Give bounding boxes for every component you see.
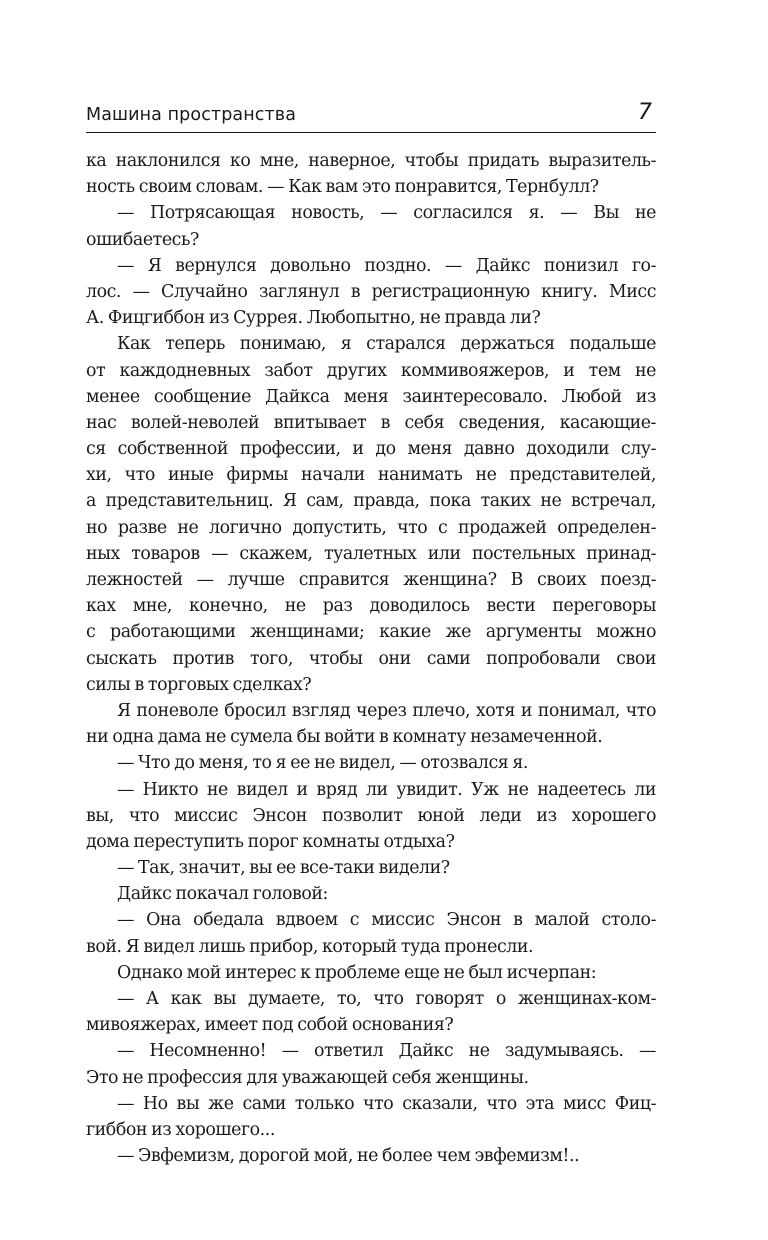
book-title: Машина пространства: [86, 105, 297, 125]
text-line: вой. Я видел лишь прибор, который туда пронесли.: [86, 936, 534, 957]
running-header: [86, 98, 656, 133]
text-line: лежностей — лучше справится женщина? В своих поезд-: [86, 570, 656, 590]
text-line: ных товаров — скажем, туалетных или постельных принад-: [86, 543, 656, 564]
page-number: 7: [638, 100, 652, 125]
text-line: ка наклонился ко мне, наверное, чтобы придать выразитель-: [86, 151, 656, 171]
text-line: силы в торговых сделках?: [86, 674, 312, 695]
text-line: ках мне, конечно, не раз доводилось вести переговоры: [86, 596, 656, 617]
text-line: дома переступить порог комнаты отдыха?: [86, 831, 455, 852]
text-line: но разве не логично допустить, что с продажей определен-: [86, 517, 656, 538]
text-line: вы, что миссис Энсон позволит юной леди из хорошего: [86, 805, 656, 826]
text-line: нас волей-неволей впитывает в себя сведения, касающие-: [86, 412, 656, 433]
text-line: — Никто не видел и вряд ли увидит. Уж не надеетесь ли: [117, 779, 656, 800]
text-line: ошибаетесь?: [86, 229, 199, 250]
text-line: сыскать против того, чтобы они сами попробовали свои: [86, 648, 656, 669]
text-line: — Эвфемизм, дорогой мой, не более чем эвфемизм!..: [117, 1146, 580, 1167]
text-line: ность своим словам. — Как вам это понравится, Тернбулл?: [86, 177, 599, 198]
text-line: а представительниц. Я сам, правда, пока таких не встречал,: [86, 491, 656, 512]
text-line: Однако мой интерес к проблеме еще не был исчерпан:: [117, 962, 597, 983]
body-text: [86, 148, 656, 1169]
text-line: менее сообщение Дайкса меня заинтересовало. Любой из: [86, 386, 656, 407]
text-line: Как теперь понимаю, я старался держаться подальше: [117, 334, 656, 355]
text-line: от каждодневных забот других коммивояжеров, и тем не: [86, 360, 656, 381]
text-line: с работающими женщинами; какие же аргументы можно: [86, 622, 656, 643]
text-line: — Я вернулся довольно поздно. — Дайкс понизил го-: [117, 255, 656, 276]
text-line: Это не профессия для уважающей себя женщины.: [86, 1067, 529, 1088]
text-line: — Но вы же сами только что сказали, что эта мисс Фиц-: [117, 1093, 656, 1114]
text-line: А. Фицгиббон из Суррея. Любопытно, не правда ли?: [86, 308, 541, 329]
text-line: — Несомненно! — ответил Дайкс не задумываясь. —: [117, 1041, 656, 1062]
text-line: ся собственной профессии, и до меня давно доходили слу-: [86, 439, 656, 460]
text-line: хи, что иные фирмы начали нанимать не представителей,: [86, 465, 656, 486]
text-line: — Она обедала вдвоем с миссис Энсон в малой столо-: [117, 910, 656, 931]
text-line: Я поневоле бросил взгляд через плечо, хотя и понимал, что: [117, 700, 656, 721]
text-line: — Так, значит, вы ее все-таки видели?: [117, 858, 450, 879]
text-line: ни одна дама не сумела бы войти в комнату незамеченной.: [86, 727, 603, 748]
text-line: — Что до меня, то я ее не видел, — отозвался я.: [117, 753, 529, 774]
text-line: Дайкс покачал головой:: [117, 884, 328, 905]
text-line: мивояжерах, имеет под собой основания?: [86, 1015, 454, 1036]
text-line: — А как вы думаете, то, что говорят о женщинах-ком-: [117, 989, 656, 1009]
text-line: — Потрясающая новость, — согласился я. — Вы не: [117, 203, 656, 224]
text-line: гиббон из хорошего...: [86, 1119, 275, 1140]
text-line: лос. — Случайно заглянул в регистрационную книгу. Мисс: [86, 281, 656, 302]
